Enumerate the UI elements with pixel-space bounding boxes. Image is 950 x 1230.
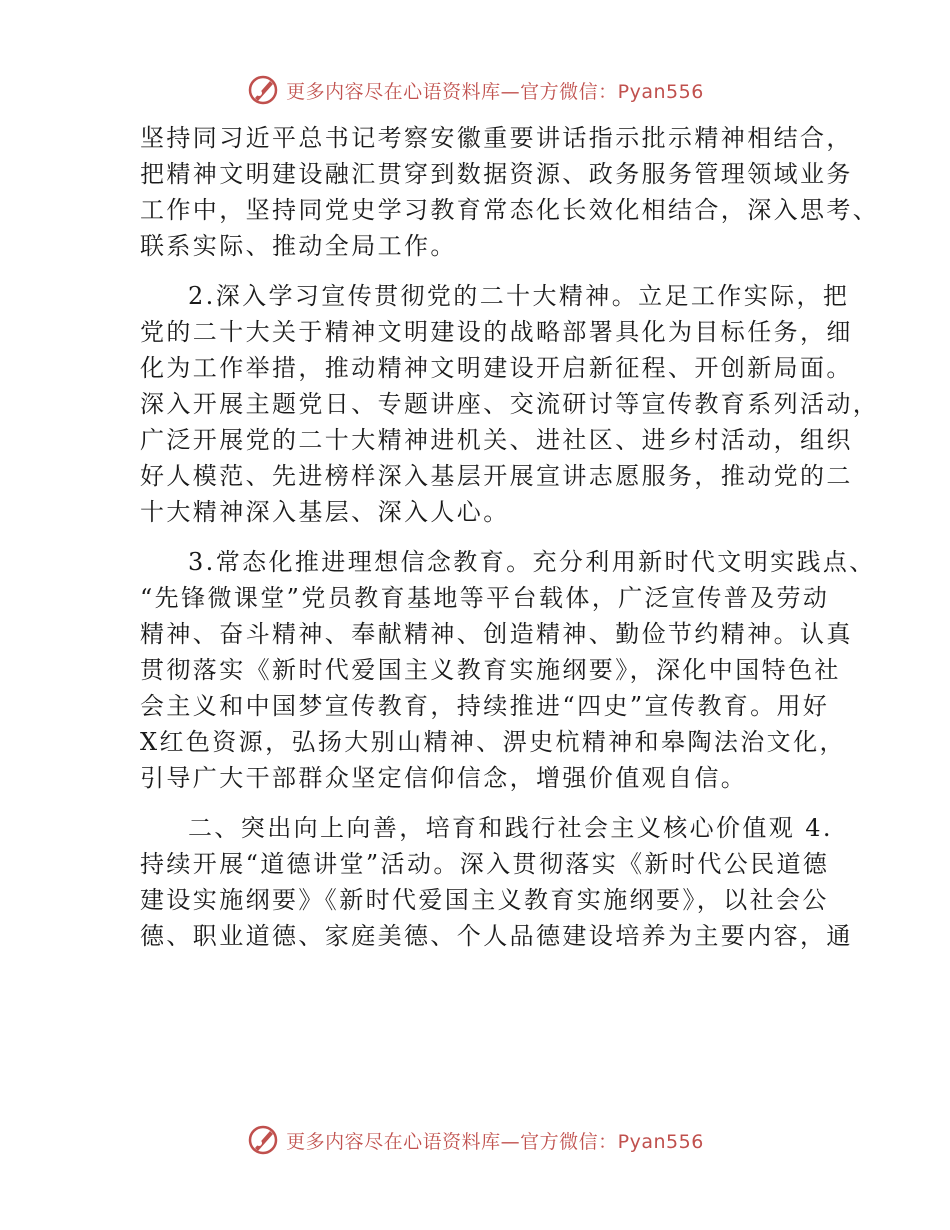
text-line: 把精神文明建设融汇贯穿到数据资源、政务服务管理领域业务	[140, 160, 853, 188]
header-watermark-banner	[0, 70, 950, 110]
text-line: 德、职业道德、家庭美德、个人品德建设培养为主要内容，通	[140, 922, 853, 950]
paragraph-2	[140, 278, 880, 530]
text-line: “先锋微课堂”党员教育基地等平台载体，广泛宣传普及劳动	[140, 584, 830, 612]
text-line: 化为工作举措，推动精神文明建设开启新征程、开创新局面。	[140, 354, 853, 382]
text-line: 好人模范、先进榜样深入基层开展宣讲志愿服务，推动党的二	[140, 462, 853, 490]
text-line: 十大精神深入基层、深入人心。	[140, 498, 510, 526]
watermark-text: 更多内容尽在心语资料库—官方微信：Pyan556	[286, 1130, 704, 1153]
text-line: 2.深入学习宣传贯彻党的二十大精神。立足工作实际，把	[188, 282, 850, 310]
watermark-text: 更多内容尽在心语资料库—官方微信：Pyan556	[286, 80, 704, 103]
text-line: 党的二十大关于精神文明建设的战略部署具化为目标任务，细	[140, 318, 853, 346]
text-line: 联系实际、推动全局工作。	[140, 232, 457, 260]
text-line: 广泛开展党的二十大精神进机关、进社区、进乡村活动，组织	[140, 426, 853, 454]
text-line: 会主义和中国梦宣传教育，持续推进“四史”宣传教育。用好	[140, 692, 830, 720]
text-line: 深入开展主题党日、专题讲座、交流研讨等宣传教育系列活动，	[140, 390, 880, 418]
paragraph-3	[140, 544, 876, 796]
paragraph-4	[140, 810, 853, 954]
text-line: 工作中，坚持同党史学习教育常态化长效化相结合，深入思考、	[140, 196, 880, 224]
pen-circle-logo-icon	[246, 73, 280, 107]
text-line: 精神、奋斗精神、奉献精神、创造精神、勤俭节约精神。认真	[140, 620, 853, 648]
footer-watermark-banner	[0, 1120, 950, 1160]
document-body	[140, 120, 880, 968]
paragraph-1	[140, 120, 880, 264]
pen-circle-logo-icon	[246, 1123, 280, 1157]
text-line: X红色资源，弘扬大别山精神、淠史杭精神和皋陶法治文化，	[140, 728, 846, 756]
text-line: 坚持同习近平总书记考察安徽重要讲话指示批示精神相结合，	[140, 124, 853, 152]
text-line: 持续开展“道德讲堂”活动。深入贯彻落实《新时代公民道德	[140, 850, 830, 878]
text-line: 二、突出向上向善，培育和践行社会主义核心价值观 4.	[188, 814, 833, 842]
text-line: 引导广大干部群众坚定信仰信念，增强价值观自信。	[140, 764, 748, 792]
text-line: 3.常态化推进理想信念教育。充分利用新时代文明实践点、	[188, 548, 876, 576]
text-line: 建设实施纲要》《新时代爱国主义教育实施纲要》，以社会公	[140, 886, 829, 914]
text-line: 贯彻落实《新时代爱国主义教育实施纲要》，深化中国特色社	[140, 656, 841, 684]
